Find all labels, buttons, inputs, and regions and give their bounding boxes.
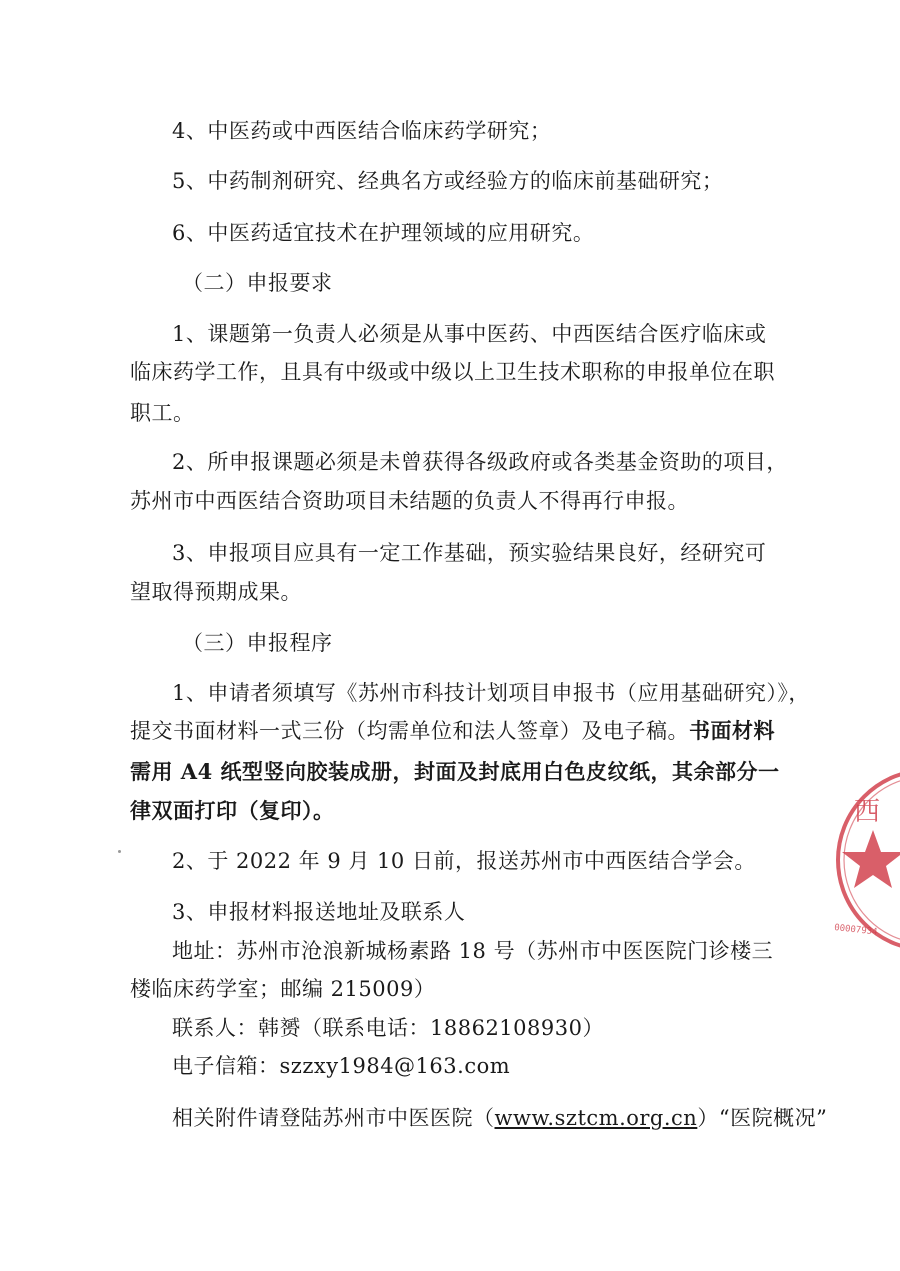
final-line xyxy=(172,1103,827,1133)
seal-star-icon xyxy=(842,830,900,888)
section-2-heading: （二）申报要求 xyxy=(182,271,333,295)
proc-3: 3、申报材料报送地址及联系人 xyxy=(172,900,466,924)
address-line-1: 地址：苏州市沧浪新城杨素路 18 号（苏州市中医医院门诊楼三 xyxy=(172,939,774,963)
proc-1-line-1: 1、申请者须填写《苏州市科技计划项目申报书（应用基础研究）》， xyxy=(172,681,810,705)
proc-1-line-2-normal: 提交书面材料一式三份（均需单位和法人签章）及电子稿。 xyxy=(130,719,689,743)
final-suffix: ）“医院概况” xyxy=(697,1106,828,1130)
req-1-line-1: 1、课题第一负责人必须是从事中医药、中西医结合医疗临床或 xyxy=(172,322,767,346)
item-6: 6、中医药适宜技术在护理领域的应用研究。 xyxy=(172,221,595,245)
proc-2: 2、于 2022 年 9 月 10 日前，报送苏州市中西医结合学会。 xyxy=(172,849,756,873)
proc-1-line-2 xyxy=(130,716,775,746)
item-5: 5、中药制剂研究、经典名方或经验方的临床前基础研究； xyxy=(172,169,724,193)
seal-text: 西 xyxy=(854,797,881,827)
item-4: 4、中医药或中西医结合临床药学研究； xyxy=(172,119,552,143)
req-2-line-2: 苏州市中西医结合资助项目未结题的负责人不得再行申报。 xyxy=(130,489,689,513)
proc-1-line-2-bold: 书面材料 xyxy=(689,718,775,743)
section-3-heading: （三）申报程序 xyxy=(182,631,333,655)
req-3-line-2: 望取得预期成果。 xyxy=(130,580,302,604)
final-prefix: 相关附件请登陆苏州市中医医院（ xyxy=(172,1106,495,1130)
req-1-line-2: 临床药学工作，且具有中级或中级以上卫生技术职称的申报单位在职 xyxy=(130,360,775,384)
contact-email: 电子信箱：szzxy1984@163.com xyxy=(172,1054,511,1078)
seal-number: 00007934 xyxy=(833,923,878,938)
scan-speck xyxy=(118,850,121,853)
proc-1-line-3: 需用 A4 纸型竖向胶装成册，封面及封底用白色皮纹纸，其余部分一 xyxy=(130,759,780,784)
address-line-2: 楼临床药学室；邮编 215009） xyxy=(130,977,436,1001)
req-2-line-1: 2、所申报课题必须是未曾获得各级政府或各类基金资助的项目， xyxy=(172,450,788,474)
hospital-website-link[interactable]: www.sztcm.org.cn xyxy=(494,1106,698,1130)
proc-1-line-4: 律双面打印（复印）。 xyxy=(130,798,335,823)
req-1-line-3: 职工。 xyxy=(130,401,195,425)
official-seal xyxy=(828,760,900,960)
req-3-line-1: 3、申报项目应具有一定工作基础，预实验结果良好，经研究可 xyxy=(172,541,767,565)
contact-person: 联系人：韩赟（联系电话：18862108930） xyxy=(172,1016,604,1040)
